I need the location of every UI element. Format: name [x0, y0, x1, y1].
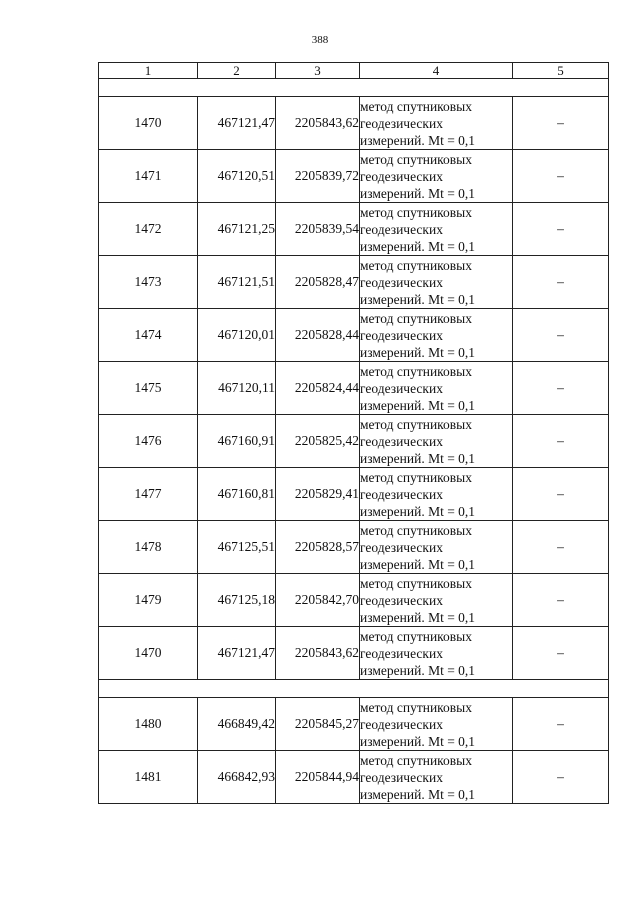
- method-text-line: метод спутниковых: [360, 699, 472, 715]
- method-cell: [360, 521, 513, 574]
- method-cell: [360, 751, 513, 804]
- method-text-line: измерений. Mt = 0,1: [360, 397, 476, 413]
- column-header-1: 1: [99, 63, 198, 79]
- method-text-line: измерений. Mt = 0,1: [360, 662, 476, 678]
- note-cell: –: [513, 256, 609, 309]
- y-coordinate-cell: 2205843,62: [276, 627, 360, 680]
- note-cell: –: [513, 751, 609, 804]
- method-text-line: измерений. Mt = 0,1: [360, 185, 476, 201]
- method-text-line: геодезических: [360, 645, 443, 661]
- table-row: [99, 203, 609, 256]
- method-cell: [360, 309, 513, 362]
- table-row: [99, 751, 609, 804]
- note-cell: –: [513, 362, 609, 415]
- header-row: [99, 63, 609, 79]
- method-cell: [360, 415, 513, 468]
- x-coordinate-cell: 467120,01: [198, 309, 276, 362]
- method-text-line: измерений. Mt = 0,1: [360, 450, 476, 466]
- method-text-line: геодезических: [360, 769, 443, 785]
- note-cell: –: [513, 150, 609, 203]
- point-number-cell: 1481: [99, 751, 198, 804]
- note-cell: –: [513, 415, 609, 468]
- method-text-line: метод спутниковых: [360, 416, 472, 432]
- point-number-cell: 1480: [99, 698, 198, 751]
- x-coordinate-cell: 467160,81: [198, 468, 276, 521]
- method-text-line: измерений. Mt = 0,1: [360, 238, 476, 254]
- method-text-line: метод спутниковых: [360, 469, 472, 485]
- y-coordinate-cell: 2205845,27: [276, 698, 360, 751]
- note-cell: –: [513, 627, 609, 680]
- group-separator-cell: [99, 79, 609, 97]
- x-coordinate-cell: 467120,11: [198, 362, 276, 415]
- y-coordinate-cell: 2205839,72: [276, 150, 360, 203]
- y-coordinate-cell: 2205824,44: [276, 362, 360, 415]
- method-text-line: геодезических: [360, 433, 443, 449]
- group-separator-cell: [99, 680, 609, 698]
- method-cell: [360, 256, 513, 309]
- group-separator-row: [99, 79, 609, 97]
- x-coordinate-cell: 467160,91: [198, 415, 276, 468]
- method-text-line: геодезических: [360, 274, 443, 290]
- table-row: [99, 627, 609, 680]
- y-coordinate-cell: 2205843,62: [276, 97, 360, 150]
- note-cell: –: [513, 521, 609, 574]
- column-header-3: 3: [276, 63, 360, 79]
- table-row: [99, 574, 609, 627]
- method-cell: [360, 150, 513, 203]
- x-coordinate-cell: 466849,42: [198, 698, 276, 751]
- table-body: [99, 79, 609, 804]
- note-cell: –: [513, 468, 609, 521]
- x-coordinate-cell: 467121,47: [198, 97, 276, 150]
- method-text-line: геодезических: [360, 221, 443, 237]
- method-text-line: измерений. Mt = 0,1: [360, 503, 476, 519]
- y-coordinate-cell: 2205828,57: [276, 521, 360, 574]
- note-cell: –: [513, 97, 609, 150]
- point-number-cell: 1472: [99, 203, 198, 256]
- table-row: [99, 415, 609, 468]
- point-number-cell: 1476: [99, 415, 198, 468]
- table-row: [99, 97, 609, 150]
- method-cell: [360, 203, 513, 256]
- note-cell: –: [513, 574, 609, 627]
- method-text-line: измерений. Mt = 0,1: [360, 344, 476, 360]
- method-text-line: измерений. Mt = 0,1: [360, 291, 476, 307]
- method-cell: [360, 97, 513, 150]
- point-number-cell: 1473: [99, 256, 198, 309]
- table-row: [99, 698, 609, 751]
- x-coordinate-cell: 467120,51: [198, 150, 276, 203]
- column-header-2: 2: [198, 63, 276, 79]
- method-text-line: измерений. Mt = 0,1: [360, 733, 476, 749]
- note-cell: –: [513, 309, 609, 362]
- method-text-line: измерений. Mt = 0,1: [360, 786, 476, 802]
- y-coordinate-cell: 2205839,54: [276, 203, 360, 256]
- method-cell: [360, 698, 513, 751]
- y-coordinate-cell: 2205828,47: [276, 256, 360, 309]
- method-text-line: метод спутниковых: [360, 628, 472, 644]
- page-number: 388: [311, 34, 329, 46]
- method-cell: [360, 574, 513, 627]
- point-number-cell: 1477: [99, 468, 198, 521]
- y-coordinate-cell: 2205825,42: [276, 415, 360, 468]
- method-cell: [360, 362, 513, 415]
- method-text-line: метод спутниковых: [360, 310, 472, 326]
- point-number-cell: 1474: [99, 309, 198, 362]
- coordinates-table: [98, 62, 609, 804]
- method-text-line: метод спутниковых: [360, 204, 472, 220]
- method-text-line: метод спутниковых: [360, 257, 472, 273]
- method-text-line: метод спутниковых: [360, 752, 472, 768]
- method-text-line: геодезических: [360, 327, 443, 343]
- y-coordinate-cell: 2205844,94: [276, 751, 360, 804]
- method-text-line: геодезических: [360, 380, 443, 396]
- group-separator-row: [99, 680, 609, 698]
- method-text-line: измерений. Mt = 0,1: [360, 132, 476, 148]
- point-number-cell: 1471: [99, 150, 198, 203]
- table-row: [99, 521, 609, 574]
- table-row: [99, 468, 609, 521]
- column-header-4: 4: [360, 63, 513, 79]
- method-text-line: метод спутниковых: [360, 575, 472, 591]
- method-text-line: измерений. Mt = 0,1: [360, 556, 476, 572]
- x-coordinate-cell: 467121,47: [198, 627, 276, 680]
- method-text-line: геодезических: [360, 539, 443, 555]
- point-number-cell: 1470: [99, 627, 198, 680]
- method-text-line: метод спутниковых: [360, 98, 472, 114]
- x-coordinate-cell: 466842,93: [198, 751, 276, 804]
- method-text-line: геодезических: [360, 168, 443, 184]
- x-coordinate-cell: 467121,25: [198, 203, 276, 256]
- x-coordinate-cell: 467125,18: [198, 574, 276, 627]
- y-coordinate-cell: 2205842,70: [276, 574, 360, 627]
- point-number-cell: 1475: [99, 362, 198, 415]
- table-row: [99, 150, 609, 203]
- method-cell: [360, 627, 513, 680]
- y-coordinate-cell: 2205829,41: [276, 468, 360, 521]
- x-coordinate-cell: 467121,51: [198, 256, 276, 309]
- method-text-line: метод спутниковых: [360, 363, 472, 379]
- method-text-line: геодезических: [360, 115, 443, 131]
- method-text-line: геодезических: [360, 486, 443, 502]
- method-cell: [360, 468, 513, 521]
- method-text-line: геодезических: [360, 716, 443, 732]
- method-text-line: измерений. Mt = 0,1: [360, 609, 476, 625]
- point-number-cell: 1470: [99, 97, 198, 150]
- y-coordinate-cell: 2205828,44: [276, 309, 360, 362]
- table-row: [99, 362, 609, 415]
- method-text-line: метод спутниковых: [360, 522, 472, 538]
- point-number-cell: 1479: [99, 574, 198, 627]
- method-text-line: метод спутниковых: [360, 151, 472, 167]
- point-number-cell: 1478: [99, 521, 198, 574]
- table-row: [99, 256, 609, 309]
- column-header-5: 5: [513, 63, 609, 79]
- note-cell: –: [513, 698, 609, 751]
- table-row: [99, 309, 609, 362]
- method-text-line: геодезических: [360, 592, 443, 608]
- note-cell: –: [513, 203, 609, 256]
- x-coordinate-cell: 467125,51: [198, 521, 276, 574]
